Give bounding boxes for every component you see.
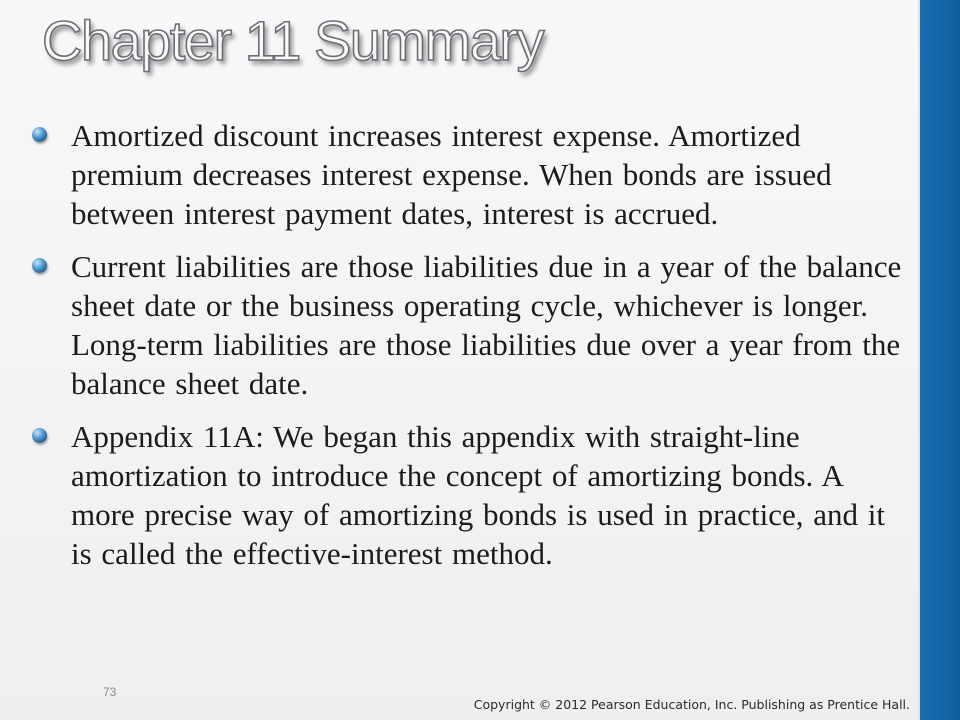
bullet-text: Appendix 11A: We began this appendix with straight-line amortization to introduce the concept of amortizing bonds. A more precise way of amortizing bonds is used in practice, and it is called the effective-interest method.	[71, 419, 885, 571]
blue-orb-icon	[32, 127, 47, 142]
blue-orb-icon	[32, 428, 47, 443]
bullet-list	[30, 116, 910, 587]
bullet-item	[30, 247, 910, 403]
blue-orb-icon	[32, 258, 47, 273]
bullet-text: Current liabilities are those liabilities due in a year of the balance sheet date or the business operating cycle, whichever is longer. Long-term liabilities are those liabilities due over a year from the balance sheet date.	[71, 249, 902, 401]
page-number: 73	[103, 685, 117, 699]
slide-title: Chapter 11 Summary	[42, 9, 544, 72]
accent-bar	[920, 0, 960, 720]
bullet-text: Amortized discount increases interest expense. Amortized premium decreases interest expense. When bonds are issued between interest payment dates, interest is accrued.	[71, 118, 832, 231]
bullet-item	[30, 417, 910, 573]
copyright-notice: Copyright © 2012 Pearson Education, Inc. Publishing as Prentice Hall.	[473, 697, 910, 712]
bullet-item	[30, 116, 910, 233]
